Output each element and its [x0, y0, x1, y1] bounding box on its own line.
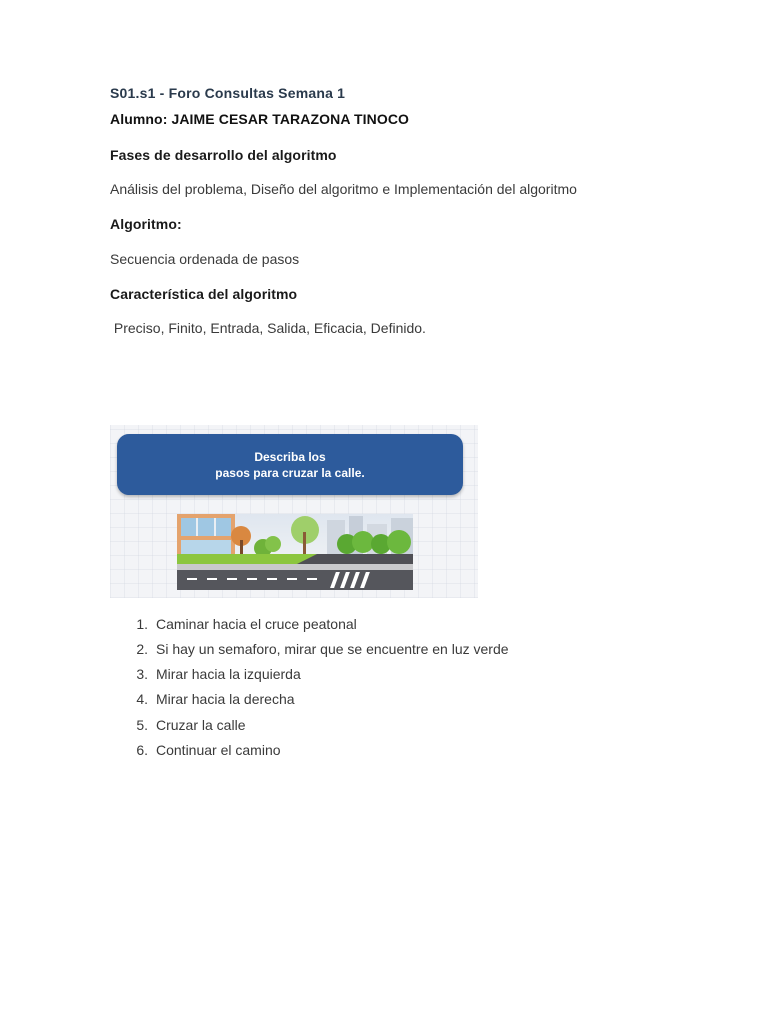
illustration-banner	[117, 434, 463, 495]
banner-line-2: pasos para cruzar la calle.	[215, 466, 365, 480]
list-item-number: 5.	[136, 717, 148, 733]
crossing-illustration	[110, 425, 478, 598]
list-item-number: 4.	[136, 691, 148, 707]
street-crossing-scene-icon	[177, 514, 413, 590]
section-heading-algoritmo: Algoritmo:	[110, 216, 182, 232]
list-item-text: Caminar hacia el cruce peatonal	[156, 616, 357, 632]
list-item	[110, 742, 710, 760]
list-item	[110, 717, 710, 735]
list-item-text: Mirar hacia la derecha	[156, 691, 295, 707]
section-text-algoritmo: Secuencia ordenada de pasos	[110, 251, 300, 267]
list-item-number: 1.	[136, 616, 148, 632]
list-item-text: Si hay un semaforo, mirar que se encuentre en luz verde	[156, 641, 509, 657]
banner-line-1: Describa los	[254, 450, 326, 464]
list-item-number: 2.	[136, 641, 148, 657]
list-item	[110, 691, 710, 709]
student-name: Alumno: JAIME CESAR TARAZONA TINOCO	[110, 111, 410, 127]
section-text-caracteristica: Preciso, Finito, Entrada, Salida, Eficacia, Definido.	[110, 320, 426, 336]
list-item-text: Mirar hacia la izquierda	[156, 666, 301, 682]
list-item-number: 3.	[136, 666, 148, 682]
list-item-text: Cruzar la calle	[156, 717, 246, 733]
section-heading-fases: Fases de desarrollo del algoritmo	[110, 147, 337, 163]
list-item	[110, 616, 710, 634]
list-item-number: 6.	[136, 742, 148, 758]
section-heading-caracteristica: Característica del algoritmo	[110, 286, 298, 302]
section-text-fases: Análisis del problema, Diseño del algoritmo e Implementación del algoritmo	[110, 181, 577, 197]
list-item	[110, 666, 710, 684]
document-title: S01.s1 - Foro Consultas Semana 1	[110, 85, 346, 101]
list-item-text: Continuar el camino	[156, 742, 281, 758]
list-item	[110, 641, 710, 659]
